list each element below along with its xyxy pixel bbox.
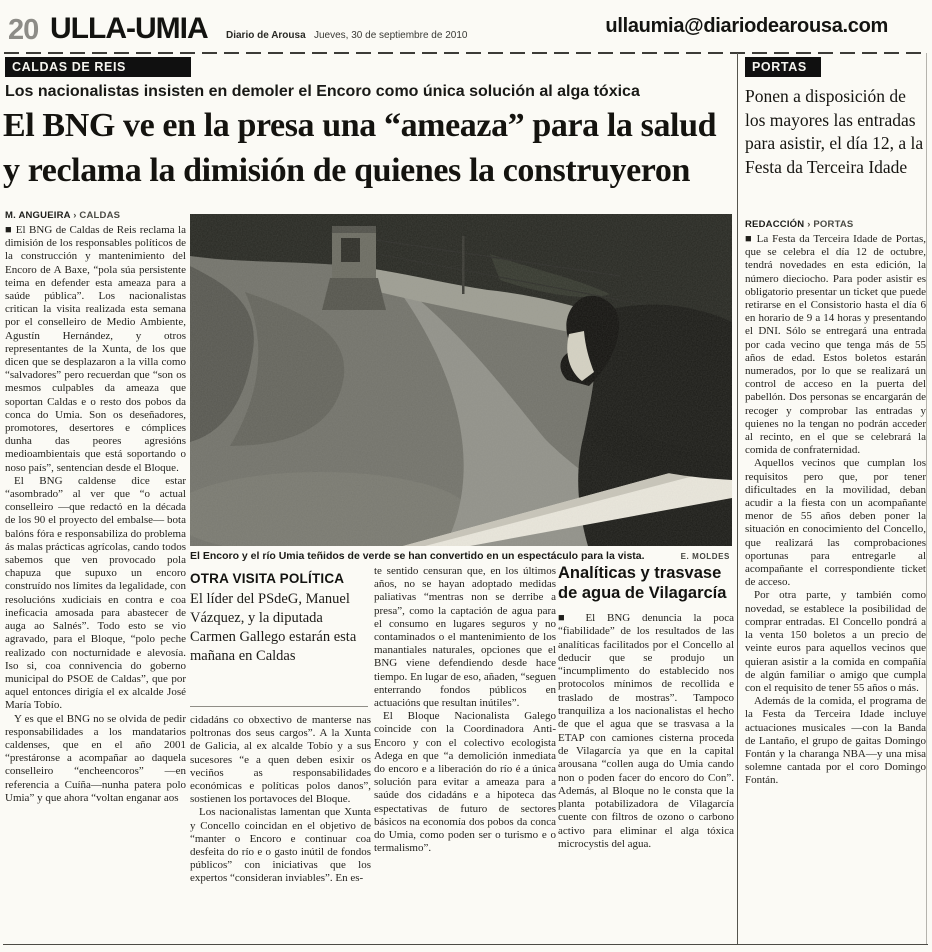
paragraph: El Bloque Nacionalista Galego coincide con la Coordinadora Anti-Encoro y con el colectivo ecologista Adega en que “a demolición inmediata do encoro e a liberación do río é a única solución para evitar a ameaza para a saúde dos cidadáns e a hipoteca das espectativas de futuro de sectores básicos na economía dos pobos da conca do Umia, como poden ser o turismo e o termalismo”.	[374, 710, 556, 855]
paragraph: ■ El BNG denuncia la poca “fiabilidade” de los resultados de las analíticas facilitados por el Concello al deducir que se produjo un “incumplimento do establecido nos protocolos mínimos de recollida e traslado de mostras”. Tampoco tranquiliza a los nacionalistas el hecho de que el agua que se trasvasa a la ETAP con camiones cisterna proceda de Vilagarcía ya que en la capital arousana “collen auga do Umia cando non o poden facer do encoro do Con”. Además, al Bloque no le consta que la planta potabilizadora de Vilagarcía cuente con filtros de ozono o carbono activo para eliminar el alga tóxica microcystis del agua.	[558, 612, 734, 851]
sub-article-title: Analíticas y trasvase de agua de Vilagarcía	[558, 564, 727, 602]
right-headline: Ponen a disposición de los mayores las entradas para asistir, el día 12, a la Festa da Terceira Idade	[745, 86, 924, 177]
photo-credit: E. MOLDES	[680, 552, 730, 561]
paragraph: Además de la comida, el programa de la Festa da Terceira Idade incluye actuaciones musicales —con la Banda de Lantaño, el grupo de gaitas Domingo Fontán y la charanga NBA—y una misa solemne cantada por el coro Domingo Fontán.	[745, 695, 926, 787]
main-byline	[5, 210, 120, 221]
reservoir-photo-illustration	[190, 214, 732, 546]
main-headline-line1: El BNG ve en la presa una “ameaza” para la salud	[3, 107, 717, 144]
paragraph: ■ La Festa da Terceira Idade de Portas, que se celebra el día 12 de octubre, tendrá novedades en esta edición, la número dieciocho. Para poder asistir es obligatorio presentar un ticket que puede retirarse en el Consistorio hasta el día 6 en horario de 9 a 14 horas y presentando el DNI. Sólo se entregará una entrada por cada vecino que tenga más de 55 años de edad. Estos boletos estarán numerados, por lo que se realizará un control de acceso en la puerta del pabellón. Dos personas se encargarán de recoger y comprobar las entradas y quienes no la tengan no podrán acceder al recinto, en el que se celebrará la comida de confraternidad.	[745, 233, 926, 457]
article-column-2	[190, 714, 371, 886]
paragraph: El BNG caldense dice estar “asombrado” al ver que “o actual conselleiro —que redactó en la década de los 90 el proyecto del embalse— bota balóns fóra e responsabiliza do problema ás malas prácticas agrícolas, cando todos sabemos que ven provocado pola chapuza que supuxo un encoro construído nos límites da legalidade, con resolucións xudiciais en contra e coa ineficacia amosada para abastecer de auga ao Salnés”. Todo esto se vio agravado, para el Bloque, “polo peche realizado con nocturnidade e alevosía. Iso si, coa connivencia do goberno municipal do PSOE de Caldas”, que por aquel entonces dirigía el ex alcalde José María Tobío.	[5, 474, 186, 712]
paragraph: ■ El BNG de Caldas de Reis reclama la dimisión de los responsables políticos de la construcción y mantenimiento del Encoro de A Baxe, “pola súa persistente teima en defender esta ameaza para a saúde pública”. Los nacionalistas critican la visita realizada esta semana por el conselleiro de Medio Ambiente, Agustín Hernández, y otros representantes de la Xunta, de los que dicen que se desplazaron a la villa como “salvadores” pero recuerdan que “son os mesmos culpables da ameaza que soportan Caldas e o resto dos pobos da conca do Umia. Son os deseñadores, promotores, desertores e cómplices dunha das peores agresións medioambientais que está soportando o noso país”, sentencian desde el Bloque.	[5, 224, 186, 474]
inset-bottom-rule	[190, 706, 368, 707]
article-column-3	[374, 565, 556, 855]
section-email: ullaumia@diariodearousa.com	[605, 15, 888, 37]
bottom-rule	[3, 944, 928, 945]
byline-place: › PORTAS	[807, 219, 854, 230]
paragraph: Aquellos vecinos que cumplan los requisitos pero que, por tener dificultades en la movilidad, deban acudir a la fiesta con un acompañante menor de 55 años deben poner la situación en conocimiento del Concello, que realizará las comprobaciones oportunas para entregarle al acompañante el correspondiente ticket de acceso.	[745, 457, 926, 589]
kicker-caldas-de-reis: CALDAS DE REIS	[5, 57, 191, 77]
article-column-1	[5, 224, 186, 805]
reservoir-photo	[190, 214, 732, 546]
header-dashed-rule	[4, 52, 926, 54]
paragraph: Los nacionalistas lamentan que Xunta y Concello coincidan en el objetivo de “manter o Encoro e continuar coa desfeita do río e o gasto inútil de fondos públicos” con iniciativas que los expertos “consideran inviables”. En es-	[190, 806, 371, 885]
main-subhead: Los nacionalistas insisten en demoler el Encoro como única solución al alga tóxica	[5, 83, 640, 100]
inset-box-title: OTRA VISITA POLÍTICA	[190, 571, 345, 586]
page-edge-line	[926, 53, 927, 944]
inset-box-text: El líder del PSdeG, Manuel Vázquez, y la diputada Carmen Gallego estarán esta mañana en Caldas	[190, 591, 357, 664]
paragraph: Y es que el BNG no se olvida de pedir responsabilidades a los mandatarios caldenses, que en el año 2001 “prestáronse a acompañar ao daquela conselleiro “encheencoros” —en referencia a Cuíña—nunha patera polo Umia” y que ahora “voltan enganar aos	[5, 712, 186, 804]
main-headline	[3, 103, 736, 193]
sub-article-body	[558, 612, 734, 851]
photo-caption-row	[190, 550, 730, 562]
right-byline	[745, 219, 853, 230]
right-article-body	[745, 233, 926, 788]
photo-caption: El Encoro y el río Umia teñidos de verde se han convertido en un espectáculo para la vista.	[190, 550, 645, 562]
paragraph: cidadáns co obxectivo de manterse nas poltronas dos seus cargos”. A la Xunta de Galicia, al ex alcalde Tobío y a sus sucesores “e a quen deben esixir os veciños as responsabilidades económicas e políticas polos danos”, sostienen los portavoces del Bloque.	[190, 714, 371, 806]
section-title: ULLA-UMIA	[50, 12, 208, 45]
paragraph: te sentido censuran que, en los últimos años, no se hayan adoptado medidas paliativas “mentras non se derribe a presa”, como la captación de agua para el consumo en lugares seguros y no contaminados o el mantenimiento de los manantiales naturales, opciones que el BNG viene defendiendo desde hace tiempo. En lugar de eso, añaden, “seguen enterrando fondos públicos en actuacións que resultan inútiles”.	[374, 565, 556, 710]
kicker-portas: PORTAS	[745, 57, 821, 77]
page-number: 20	[8, 14, 39, 46]
byline-author: M. ANGUEIRA	[5, 210, 71, 221]
main-headline-line2: y reclama la dimisión de quienes la construyeron	[3, 152, 690, 189]
photo-grain	[190, 214, 732, 546]
column-divider	[737, 53, 738, 944]
byline-place: › CALDAS	[73, 210, 121, 221]
sub-article-analiticas	[558, 563, 734, 851]
byline-author: REDACCIÓN	[745, 219, 805, 230]
paragraph: Por otra parte, y también como novedad, se establece la posibilidad de comprar entradas. El Concello pondrá a la venta 150 boletos a un precio de veinte euros para aquellos vecinos que quieran asistir a la comida en compañía de algún familiar o amigo que cumpla con el requisito de tener 55 años o más.	[745, 589, 926, 694]
edition-date: Jueves, 30 de septiembre de 2010	[314, 30, 468, 41]
newspaper-name: Diario de Arousa	[226, 30, 306, 41]
inset-box	[190, 571, 370, 666]
